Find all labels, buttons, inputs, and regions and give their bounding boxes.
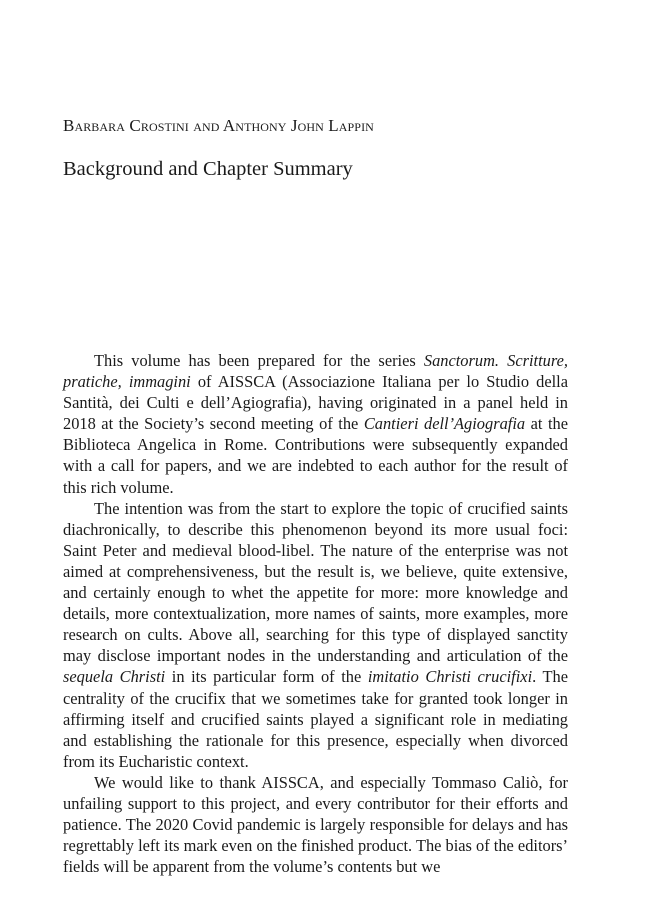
text-run: at the Biblioteca Angelica in Rome. Contributions were subsequently expanded with a call for papers, and we are indebted to each author for the result of this rich volume. (63, 414, 568, 497)
chapter-title: Background and Chapter Summary (63, 158, 353, 180)
chapter-authors: Barbara Crostini and Anthony John Lappin (63, 116, 374, 135)
text-run: . The centrality of the crucifix that we sometimes take for granted took longer in affirming itself and crucified saints played a significant role in mediating and establishing the rationale for this presence, especially when divorced from its Eucharistic context. (63, 667, 568, 771)
paragraph-2 (63, 498, 568, 772)
text-run: of AISSCA (Associazione Italiana per lo Studio della Santità, dei Culti e dell’Agiografia), having originated in a panel held in 2018 at the Society’s second meeting of the (63, 372, 568, 434)
chapter-body (63, 350, 568, 877)
italic-run: sequela Christi (63, 667, 166, 687)
text-run: This volume has been prepared for the series (94, 351, 424, 370)
paragraph-3 (63, 772, 568, 877)
text-run: We would like to thank AISSCA, and especially Tommaso Caliò, for unfailing support to this project, and every contributor for their efforts and patience. The 2020 Covid pandemic is largely responsible for delays and has regrettably left its mark even on the finished product. The bias of the editors’ fields will be apparent from the volume’s contents but we (63, 772, 568, 877)
paragraph-1 (63, 350, 568, 498)
text-run: The intention was from the start to explore the topic of crucified saints diachronically, to describe this phenomenon beyond its more usual foci: Saint Peter and medieval blood-libel. The nature of the enterprise was not aimed at comprehensiveness, but the result is, we believe, quite extensive, and certainly enough to whet the appetite for more: more knowledge and details, more contextualization, more names of saints, more examples, more research on cults. Above all, searching for this type of displayed sanctity may disclose important nodes in the understanding and articulation of the (63, 498, 568, 666)
italic-run: Sanctorum. Scritture, pratiche, immagini (63, 351, 568, 392)
italic-run: imitatio Christi crucifixi (367, 667, 533, 687)
text-run: in its particular form of the (165, 667, 368, 687)
italic-run: Cantieri dell’Agiografia (363, 414, 526, 434)
